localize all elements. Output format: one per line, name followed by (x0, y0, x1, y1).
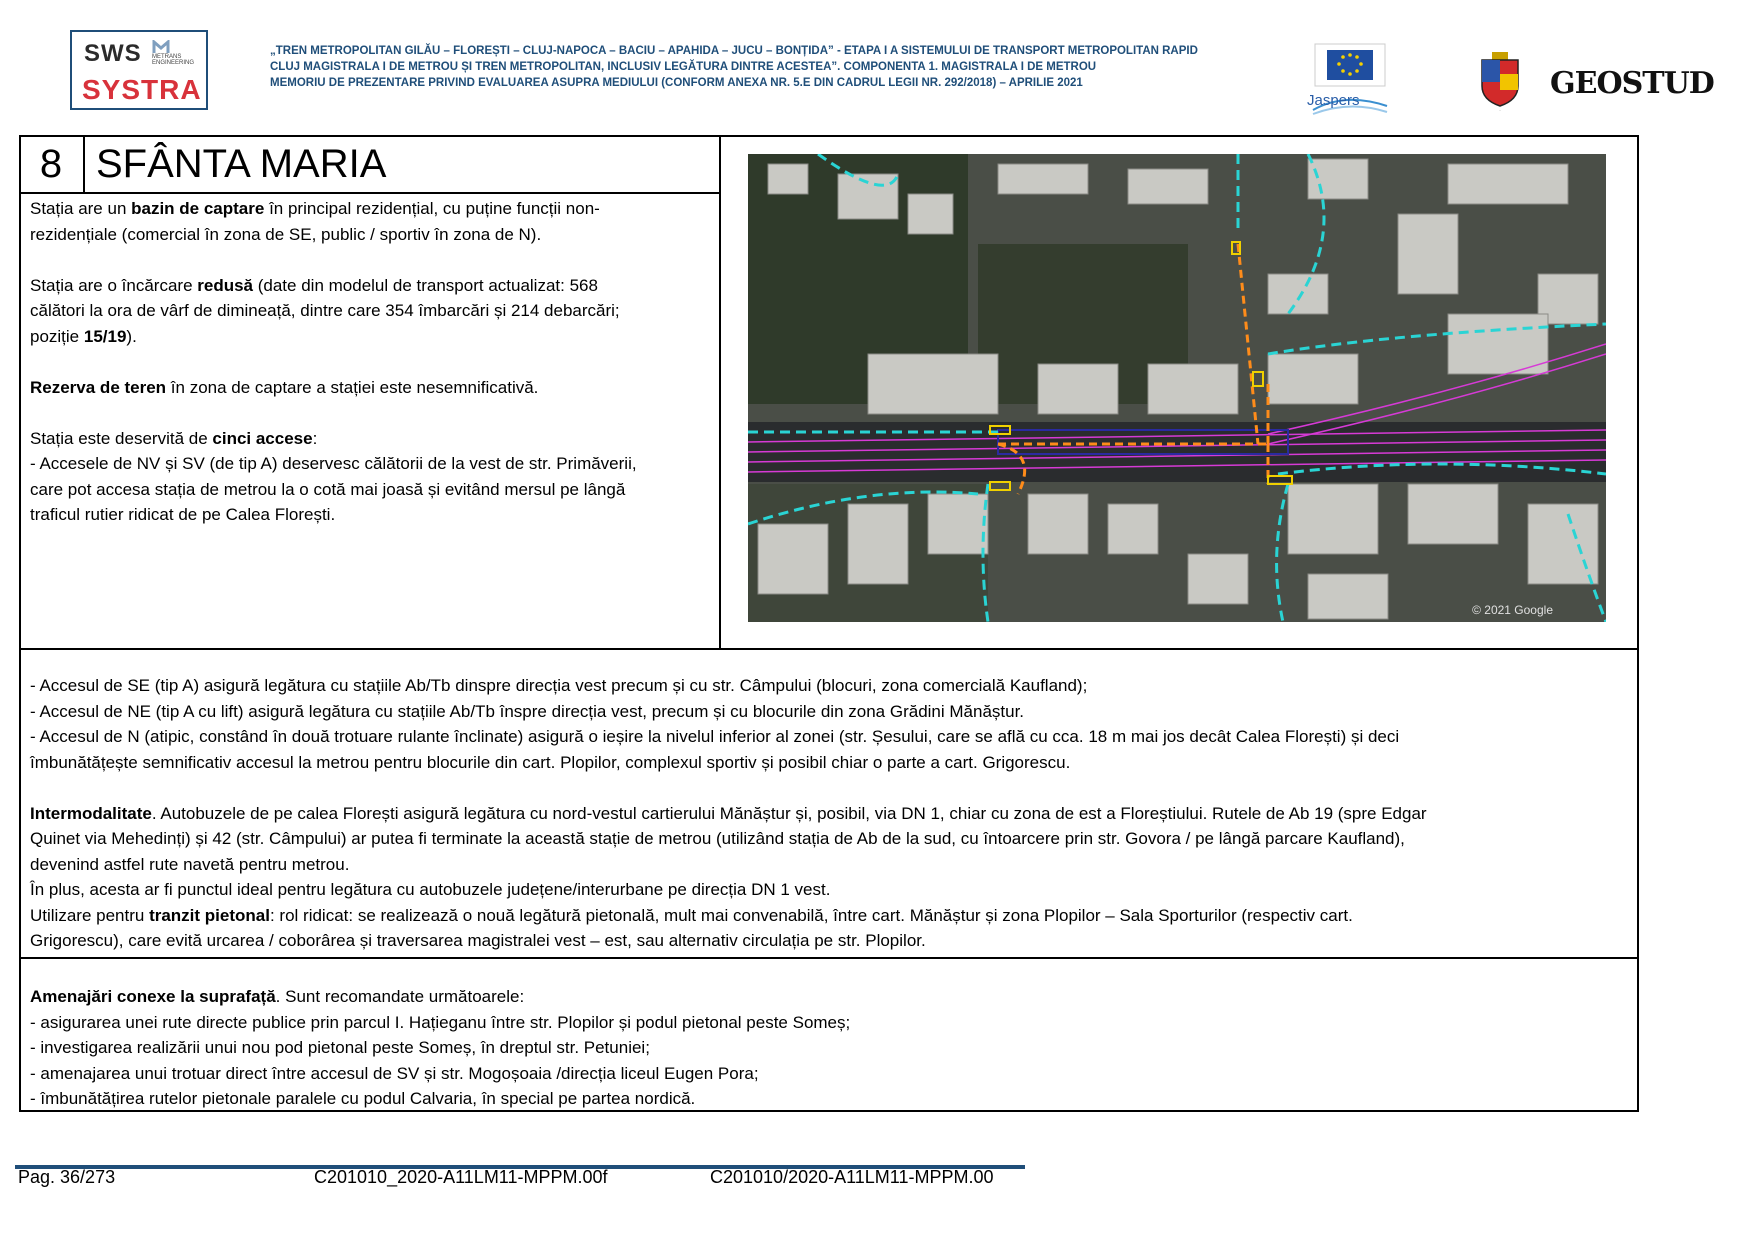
text-line: Stația are un bazin de captare în principal rezidențial, cu puține funcții non- (30, 199, 600, 218)
text-line: - îmbunătățirea rutelor pietonale paralele cu podul Calvaria, în special pe partea nordică. (30, 1089, 696, 1108)
title-divider (19, 192, 720, 194)
text-line: Amenajări conexe la suprafață. Sunt recomandate următoarele: (30, 987, 525, 1006)
text-line: devenind astfel rute navetă pentru metrou. (30, 854, 350, 874)
cluj-county-crest (1470, 50, 1530, 112)
text-line: - amenajarea unui trotuar direct între accesul de SV și str. Mogoșoaia /direcția liceul Eugen Pora; (30, 1063, 759, 1083)
text-line: Intermodalitate. Autobuzele de pe calea Florești asigură legătura cu nord-vestul cartierului Mănăștur și, posibil, via DN 1, chiar cu zona de est a Floreștiului. Rutele de Ab 19 (spre Edgar (30, 803, 1427, 823)
sws-logo-text: SWS (84, 40, 142, 67)
text-line: - Accesul de NE (tip A cu lift) asigură legătura cu stațiile Ab/Tb înspre direcția vest, precum și cu blocurile din zona Grădini Mănăștur. (30, 701, 1025, 721)
text-line: - Accesul de N (atipic, constând în două trotuare rulante înclinate) asigură o ieșire la nivelul inferior al zonei (str. Șesului, care se află cu cca. 18 m mai jos decât Calea Florești) și deci (30, 727, 1400, 746)
text-line: Stația este deservită de cinci accese: (30, 428, 318, 448)
text-line: - investigarea realizării unui nou pod pietonal peste Someș, în dreptul str. Petuniei; (30, 1038, 650, 1057)
text-line: care pot accesa stația de metrou la o cotă mai joasă și evitând mersul pe lângă (30, 479, 626, 499)
geostud-logo (1550, 64, 1714, 108)
svg-text:.: . (1499, 107, 1501, 112)
text-line: În plus, acesta ar fi punctul ideal pentru legătura cu autobuzele județene/interurbane pe direcția DN 1 vest. (30, 880, 831, 899)
text-line: - asigurarea unei rute directe publice prin parcul I. Hațieganu între str. Plopilor și podul pietonal peste Someș; (30, 1012, 851, 1032)
station-name: SFÂNTA MARIA (96, 142, 387, 186)
sws-systra-logo (70, 30, 208, 110)
project-header (270, 43, 1270, 91)
text-line: poziție 15/19). (30, 326, 137, 346)
metrans-text: METRANS ENGINEERING (152, 54, 195, 66)
section-divider-1 (19, 648, 1639, 650)
map-copyright: © 2021 Google (1472, 603, 1553, 617)
metrans-mark-icon (152, 40, 192, 54)
jaspers-label: Jaspers (1307, 92, 1360, 109)
header-line-3: MEMORIU DE PREZENTARE PRIVIND EVALUAREA ASUPRA MEDIULUI (CONFORM ANEXA NR. 5.E DIN CADRUL LEGII NR. 292/2018) – APRILIE 2021 (270, 77, 1083, 89)
text-line: călători la ora de vârf de dimineață, dintre care 354 îmbarcări și 214 debarcări; (30, 301, 620, 320)
header-line-2: CLUJ MAGISTRALA I DE METROU ȘI TREN METROPOLITAN, INCLUSIV LEGĂTURA DINTRE ACESTEA”. COMPONENTA 1. MAGISTRALA I DE METROU (270, 61, 1097, 73)
document-code: C201010/2020-A11LM11-MPPM.00 (710, 1167, 994, 1187)
page-number: Pag. 36/273 (18, 1167, 116, 1187)
geostud-label: GEOSTUD (1550, 66, 1714, 101)
station-number: 8 (39, 142, 63, 186)
text-line: rezidențiale (comercial în zona de SE, public / sportiv în zona de N). (30, 224, 542, 244)
text-line: Grigorescu), care evită urcarea / coborârea și traversarea magistralei vest – est, sau alternativ circulația pe str. Plopilor. (30, 931, 926, 950)
number-divider (83, 135, 85, 193)
header-line-1: „TREN METROPOLITAN GILĂU – FLOREȘTI – CLUJ-NAPOCA – BACIU – APAHIDA – JUCU – BONȚIDA” - ETAPA I A SISTEMULUI DE TRANSPORT METROPOLITAN RAPID (270, 45, 1198, 57)
station-aerial-map (748, 154, 1606, 622)
crest-icon (1470, 50, 1530, 112)
aerial-map-drawing (748, 154, 1606, 622)
text-line: Utilizare pentru tranzit pietonal: rol ridicat: se realizează o nouă legătură pietonală, mult mai convenabilă, între cart. Mănăștur și zona Plopilor – Sala Sporturilor (respectiv cart. (30, 905, 1353, 925)
text-line: Rezerva de teren în zona de captare a stației este nesemnificativă. (30, 377, 539, 397)
document-code-file: C201010_2020-A11LM11-MPPM.00f (314, 1167, 608, 1187)
jaspers-eu-logo (1305, 40, 1391, 120)
text-line: - Accesul de SE (tip A) asigură legătura cu stațiile Ab/Tb dinspre direcția vest precum și cu str. Câmpului (blocuri, zona comercială Kaufland); (30, 676, 1088, 695)
surface-improvements (30, 984, 1630, 1112)
text-line: îmbunătățește semnificativ accesul la metrou pentru blocurile din cart. Plopilor, complexul sportiv și posibil chiar o parte a cart. Grigorescu. (30, 752, 1071, 772)
text-line: Stația are o încărcare redusă (date din modelul de transport actualizat: 568 (30, 275, 598, 295)
section-divider-2 (19, 957, 1639, 959)
text-line: traficul rutier ridicat de pe Calea Florești. (30, 505, 336, 524)
access-details (30, 673, 1630, 954)
station-description (30, 196, 710, 528)
text-line: Quinet via Mehedinți) și 42 (str. Câmpului) ar putea fi terminate la această stație de metrou (utilizând stația de Ab de la sud, cu întoarcere prin str. Govora / pe lângă parcare Kaufland), (30, 829, 1405, 848)
column-divider (719, 135, 721, 650)
text-line: - Accesele de NV și SV (de tip A) deservesc călătorii de la vest de str. Primăverii, (30, 454, 637, 473)
systra-logo-text: SYSTRA (82, 74, 202, 105)
